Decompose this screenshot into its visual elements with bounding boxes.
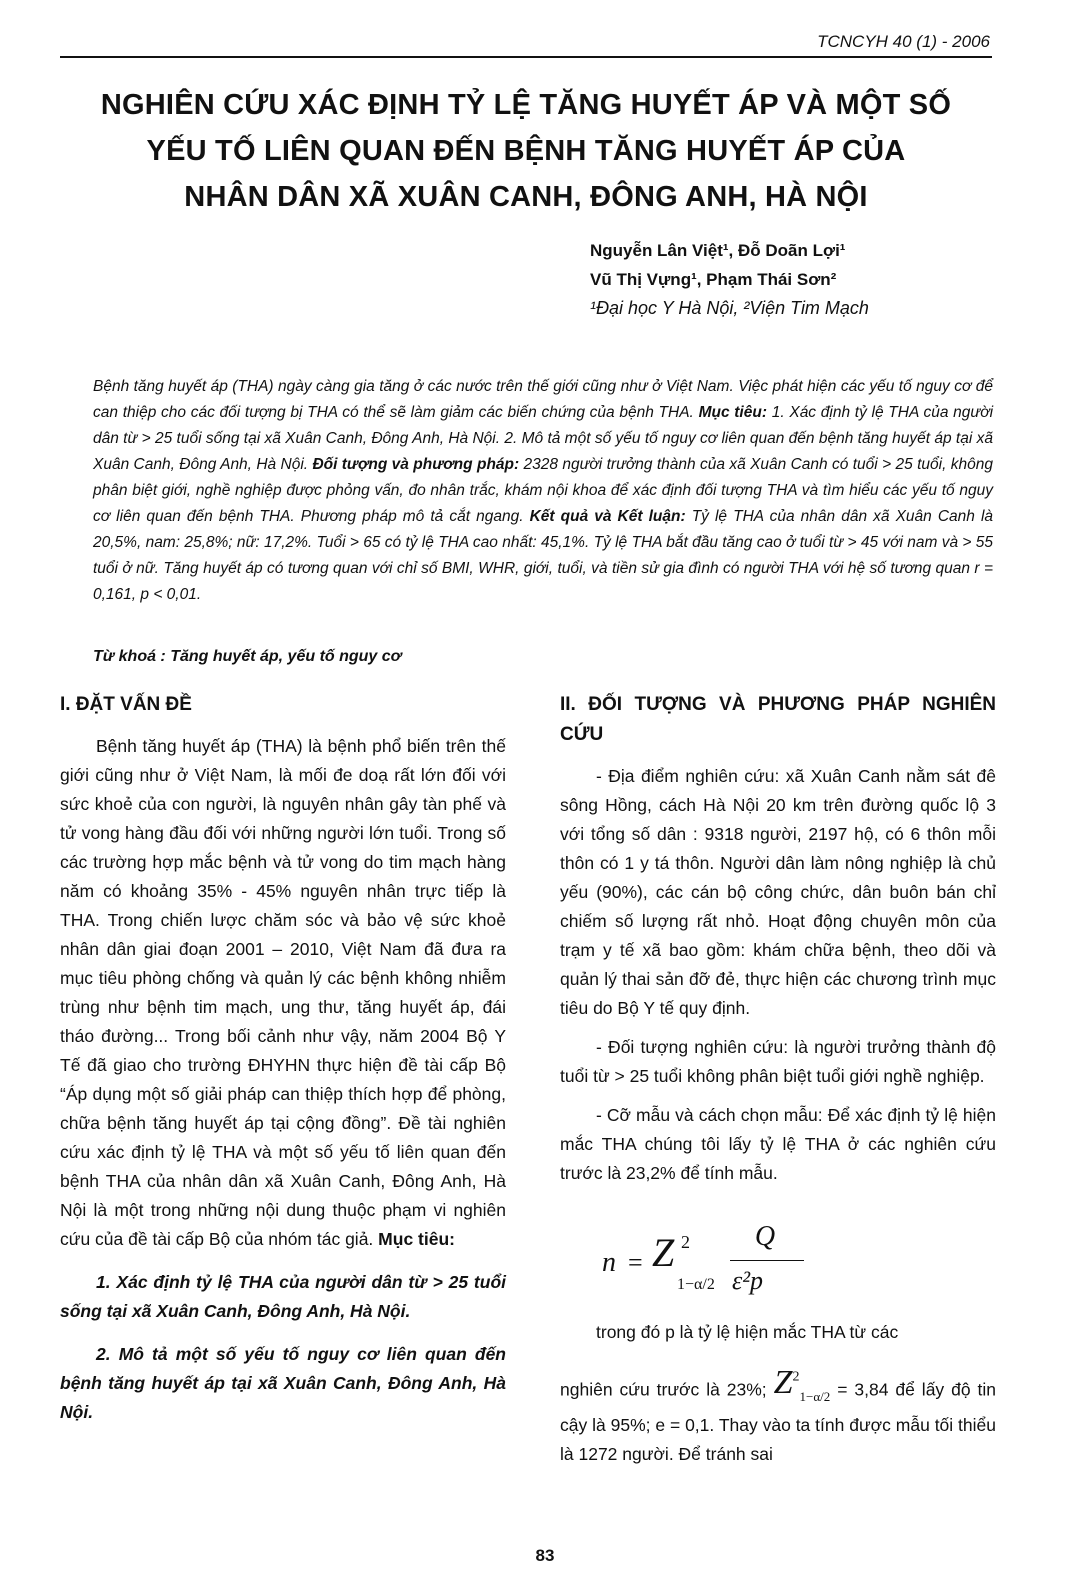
abstract-objective-text: 1. Xác định tỷ lệ THA của người dân từ > 25 tuổi sống tại xã Xuân Canh, Đông Anh, Hà Nội. 2. Mô tả một số yếu tố nguy cơ liên quan đến bệnh tăng huyết áp tại xã Xuân Canh, Đông Anh, Hà Nội. — [93, 404, 994, 473]
abstract — [93, 374, 993, 608]
affiliations: ¹Đại học Y Hà Nội, ²Viện Tim Mạch — [590, 298, 869, 318]
objective-item: 2. Mô tả một số yếu tố nguy cơ liên quan đến bệnh tăng huyết áp tại xã Xuân Canh, Đông Anh, Hà Nội. — [60, 1344, 506, 1422]
keywords: Từ khoá : Tăng huyết áp, yếu tố nguy cơ — [93, 648, 402, 665]
author-block — [590, 236, 869, 323]
paper-title — [60, 82, 992, 220]
left-column — [60, 690, 506, 1427]
inline-z-superscript: 2 — [792, 1370, 800, 1385]
inline-z-term — [773, 1364, 831, 1405]
formula-denominator: ε²p — [732, 1266, 764, 1295]
abstract-intro: Bệnh tăng huyết áp (THA) ngày càng gia tăng ở các nước trên thế giới cũng như ở Việt Nam. Việc phát hiện các yếu tố nguy cơ để can thiệp cho các đối tượng bị THA có thể sẽ làm giảm các biến chứng của bệnh THA. — [93, 378, 993, 421]
journal-reference: TCNCYH 40 (1) - 2006 — [817, 32, 990, 51]
sample-size-formula — [560, 1198, 996, 1318]
objective-item: 1. Xác định tỷ lệ THA của người dân từ > 25 tuổi sống tại xã Xuân Canh, Đông Anh, Hà Nội. — [60, 1272, 506, 1321]
abstract-objective-label: Mục tiêu: — [698, 404, 767, 421]
body-paragraph: - Cỡ mẫu và cách chọn mẫu: Để xác định tỷ lệ hiện mắc THA chúng tôi lấy tỷ lệ THA ở các nghiên cứu trước là 23,2% để tính mẫu. — [560, 1105, 996, 1183]
body-paragraph — [60, 732, 506, 1254]
intro-text: Bệnh tăng huyết áp (THA) là bệnh phổ biến trên thế giới cũng như ở Việt Nam, là mối đe doạ rất lớn đối với sức khoẻ của con người, là nguyên nhân gây tàn phế và tử vong hàng đầu đối với những người lớn tuổi. Trong số các trường hợp mắc bệnh và tử vong do tim mạch hàng năm có khoảng 35% - 45% nguyên nhân trực tiếp là THA. Trong chiến lược chăm sóc và bảo vệ sức khoẻ nhân dân giai đoạn 2001 – 2010, Việt Nam đã đưa ra mục tiêu phòng chống và quản lý các bệnh không nhiễm trùng như bệnh tim mạch, ung thư, tăng huyết áp, đái tháo đường... Trong bối cảnh như vậy, năm 2004 Bộ Y Tế đã giao cho trường ĐHYHN thực hiện đề tài cấp Bộ “Áp dụng một số giải pháp can thiệp thích hợp để phòng, chữa bệnh tăng huyết áp tại cộng đồng”. Đề tài nghiên cứu xác định tỷ lệ THA và một số yếu tố liên quan đến bệnh THA của nhân dân xã Xuân Canh, Đông Anh, Hà Nội là một trong những nội dung thuộc phạm vi nghiên cứu của đề tài cấp Bộ của nhóm tác giả. — [60, 736, 506, 1249]
objective-label: Mục tiêu: — [378, 1229, 455, 1249]
header-divider — [60, 56, 992, 58]
title-line: NHÂN DÂN XÃ XUÂN CANH, ĐÔNG ANH, HÀ NỘI — [184, 181, 868, 213]
formula-numerator: Q — [754, 1221, 776, 1252]
formula-z: Z — [652, 1230, 675, 1275]
page-number: 83 — [535, 1546, 555, 1565]
body-paragraph: trong đó p là tỷ lệ hiện mắc THA từ các — [596, 1322, 899, 1342]
formula-z-superscript: 2 — [681, 1232, 690, 1252]
inline-z: Z — [773, 1364, 793, 1402]
section-heading: II. ĐỐI TƯỢNG VÀ PHƯƠNG PHÁP NGHIÊN CỨU — [560, 694, 996, 745]
fraction-bar — [730, 1260, 804, 1261]
inline-z-subscript: 1−α/2 — [799, 1389, 831, 1405]
formula-lhs: n — [602, 1247, 616, 1278]
abstract-methods-label: Đối tượng và phương pháp: — [312, 456, 520, 473]
confidence-text: = 3,84 để lấy độ tin cậy là 95%; e = 0,1. Thay vào ta tính được mẫu tối thiểu là 1272 người. Để tránh sai — [560, 1379, 997, 1465]
author-line: Vũ Thị Vựng¹, Phạm Thái Sơn² — [590, 270, 837, 289]
title-line: NGHIÊN CỨU XÁC ĐỊNH TỶ LỆ TĂNG HUYẾT ÁP VÀ MỘT SỐ — [100, 89, 952, 121]
author-line: Nguyễn Lân Việt¹, Đỗ Doãn Lợi¹ — [590, 241, 846, 260]
section-heading: I. ĐẶT VẤN ĐỀ — [60, 694, 192, 715]
formula-equals: = — [628, 1248, 643, 1277]
formula-z-subscript: 1−α/2 — [677, 1276, 715, 1293]
body-paragraph — [560, 1363, 996, 1469]
right-column — [560, 690, 996, 1479]
abstract-methods-text: 2328 người trưởng thành của xã Xuân Canh có tuổi > 25 tuổi, không phân biệt giới, nghề nghiệp được phỏng vấn, đo nhân trắc, khám nội khoa để xác định đối tượng THA và tìm hiểu các yếu tố nguy cơ liên quan đến bệnh THA. Phương pháp mô tả cắt ngang. — [93, 456, 993, 525]
abstract-results-label: Kết quả và Kết luận: — [529, 508, 686, 525]
body-paragraph: - Địa điểm nghiên cứu: xã Xuân Canh nằm sát đê sông Hồng, cách Hà Nội 20 km trên đường quốc lộ 3 với tổng số dân : 9318 người, 2197 hộ, có 6 thôn mỗi thôn có 1 y tá thôn. Người dân làm nông nghiệp là chủ yếu (90%), các cán bộ công chức, dân buôn bán chỉ chiếm số lượng rất nhỏ. Hoạt động chuyên môn của trạm y tế xã bao gồm: khám chữa bệnh, theo dõi và quản lý thai sản đỡ đẻ, thực hiện các chương trình mục tiêu do Bộ Y tế quy định. — [560, 766, 996, 1018]
title-line: YẾU TỐ LIÊN QUAN ĐẾN BỆNH TĂNG HUYẾT ÁP CỦA — [146, 135, 906, 167]
body-paragraph: - Đối tượng nghiên cứu: là người trưởng thành độ tuổi từ > 25 tuổi không phân biệt tuổi giới nghề nghiệp. — [560, 1037, 996, 1086]
abstract-results-text: Tỷ lệ THA của nhân dân xã Xuân Canh là 20,5%, nam: 25,8%; nữ: 17,2%. Tuổi > 65 có tỷ lệ THA cao nhất: 45,1%. Tỷ lệ THA bắt đầu tăng cao ở tuổi từ > 45 với nam và > 55 tuổi ở nữ. Tăng huyết áp có tương quan với chỉ số BMI, WHR, giới, tuổi, và tiền sử gia đình có người THA với hệ số tương quan r = 0,161, p < 0,01. — [93, 508, 994, 603]
prev-study-text: nghiên cứu trước là 23%; — [560, 1379, 767, 1400]
